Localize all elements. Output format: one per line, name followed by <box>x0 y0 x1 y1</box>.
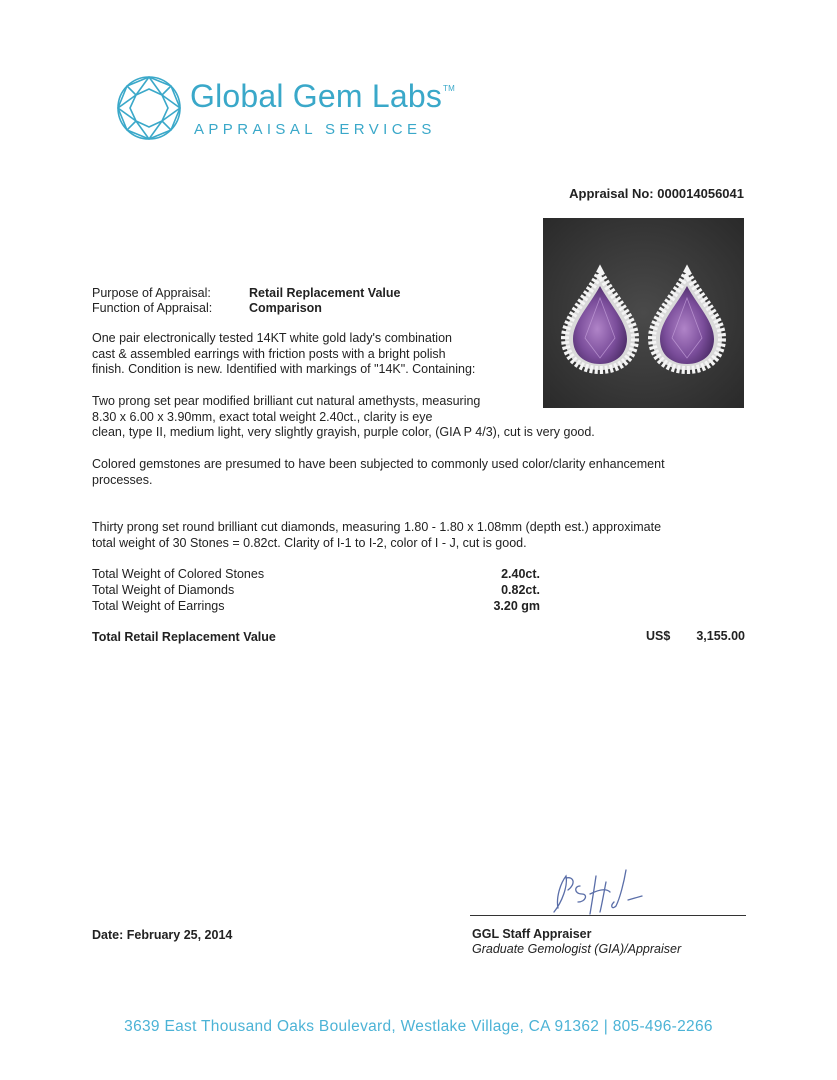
purpose-label: Purpose of Appraisal: <box>92 286 211 300</box>
total-diamonds-label: Total Weight of Diamonds <box>92 583 235 597</box>
total-earrings-label: Total Weight of Earrings <box>92 599 225 613</box>
total-earrings-value: 3.20 gm <box>493 599 540 613</box>
signer-title: Graduate Gemologist (GIA)/Appraiser <box>472 942 682 956</box>
signature-line <box>470 915 746 916</box>
total-value-currency: US$ <box>646 629 671 643</box>
purpose-value: Retail Replacement Value <box>249 286 401 300</box>
appraisal-number: Appraisal No: 000014056041 <box>569 186 744 201</box>
total-value-label: Total Retail Replacement Value <box>92 630 276 644</box>
signature <box>540 862 660 918</box>
description-paragraph: One pair electronically tested 14KT white gold lady's combination cast & assembled earrings with friction posts with a bright polish finish. Condition is new. Identified with markings of "14K". Containing: <box>92 331 476 376</box>
total-colored-stones-label: Total Weight of Colored Stones <box>92 567 265 581</box>
diamond-paragraph: Thirty prong set round brilliant cut diamonds, measuring 1.80 - 1.80 x 1.08mm (depth est.) approximate total weight of 30 Stones = 0.82ct. Clarity of I-1 to I-2, color of I - J, cut is good. <box>92 520 662 550</box>
footer-address: 3639 East Thousand Oaks Boulevard, Westlake Village, CA 91362 | 805-496-2266 <box>124 1018 713 1035</box>
total-value-amount: 3,155.00 <box>696 629 745 643</box>
signer-name: GGL Staff Appraiser <box>472 927 592 941</box>
brand-title: Global Gem Labs™ <box>190 78 455 114</box>
earrings-photo <box>543 218 744 408</box>
total-diamonds-value: 0.82ct. <box>501 583 540 597</box>
brand-subtitle: APPRAISAL SERVICES <box>194 121 436 138</box>
enhancement-paragraph: Colored gemstones are presumed to have been subjected to commonly used color/clarity enhancement processes. <box>92 457 665 487</box>
total-colored-stones-value: 2.40ct. <box>501 567 540 581</box>
appraisal-date: Date: February 25, 2014 <box>92 928 233 942</box>
function-label: Function of Appraisal: <box>92 301 213 315</box>
amethyst-paragraph: Two prong set pear modified brilliant cut natural amethysts, measuring 8.30 x 6.00 x 3.90mm, exact total weight 2.40ct., clarity is eye clean, type II, medium light, very slightly grayish, purple color, (GIA P 4/3), cut is very good. <box>92 394 595 439</box>
function-value: Comparison <box>249 301 322 315</box>
diamond-logo-icon <box>116 75 182 141</box>
